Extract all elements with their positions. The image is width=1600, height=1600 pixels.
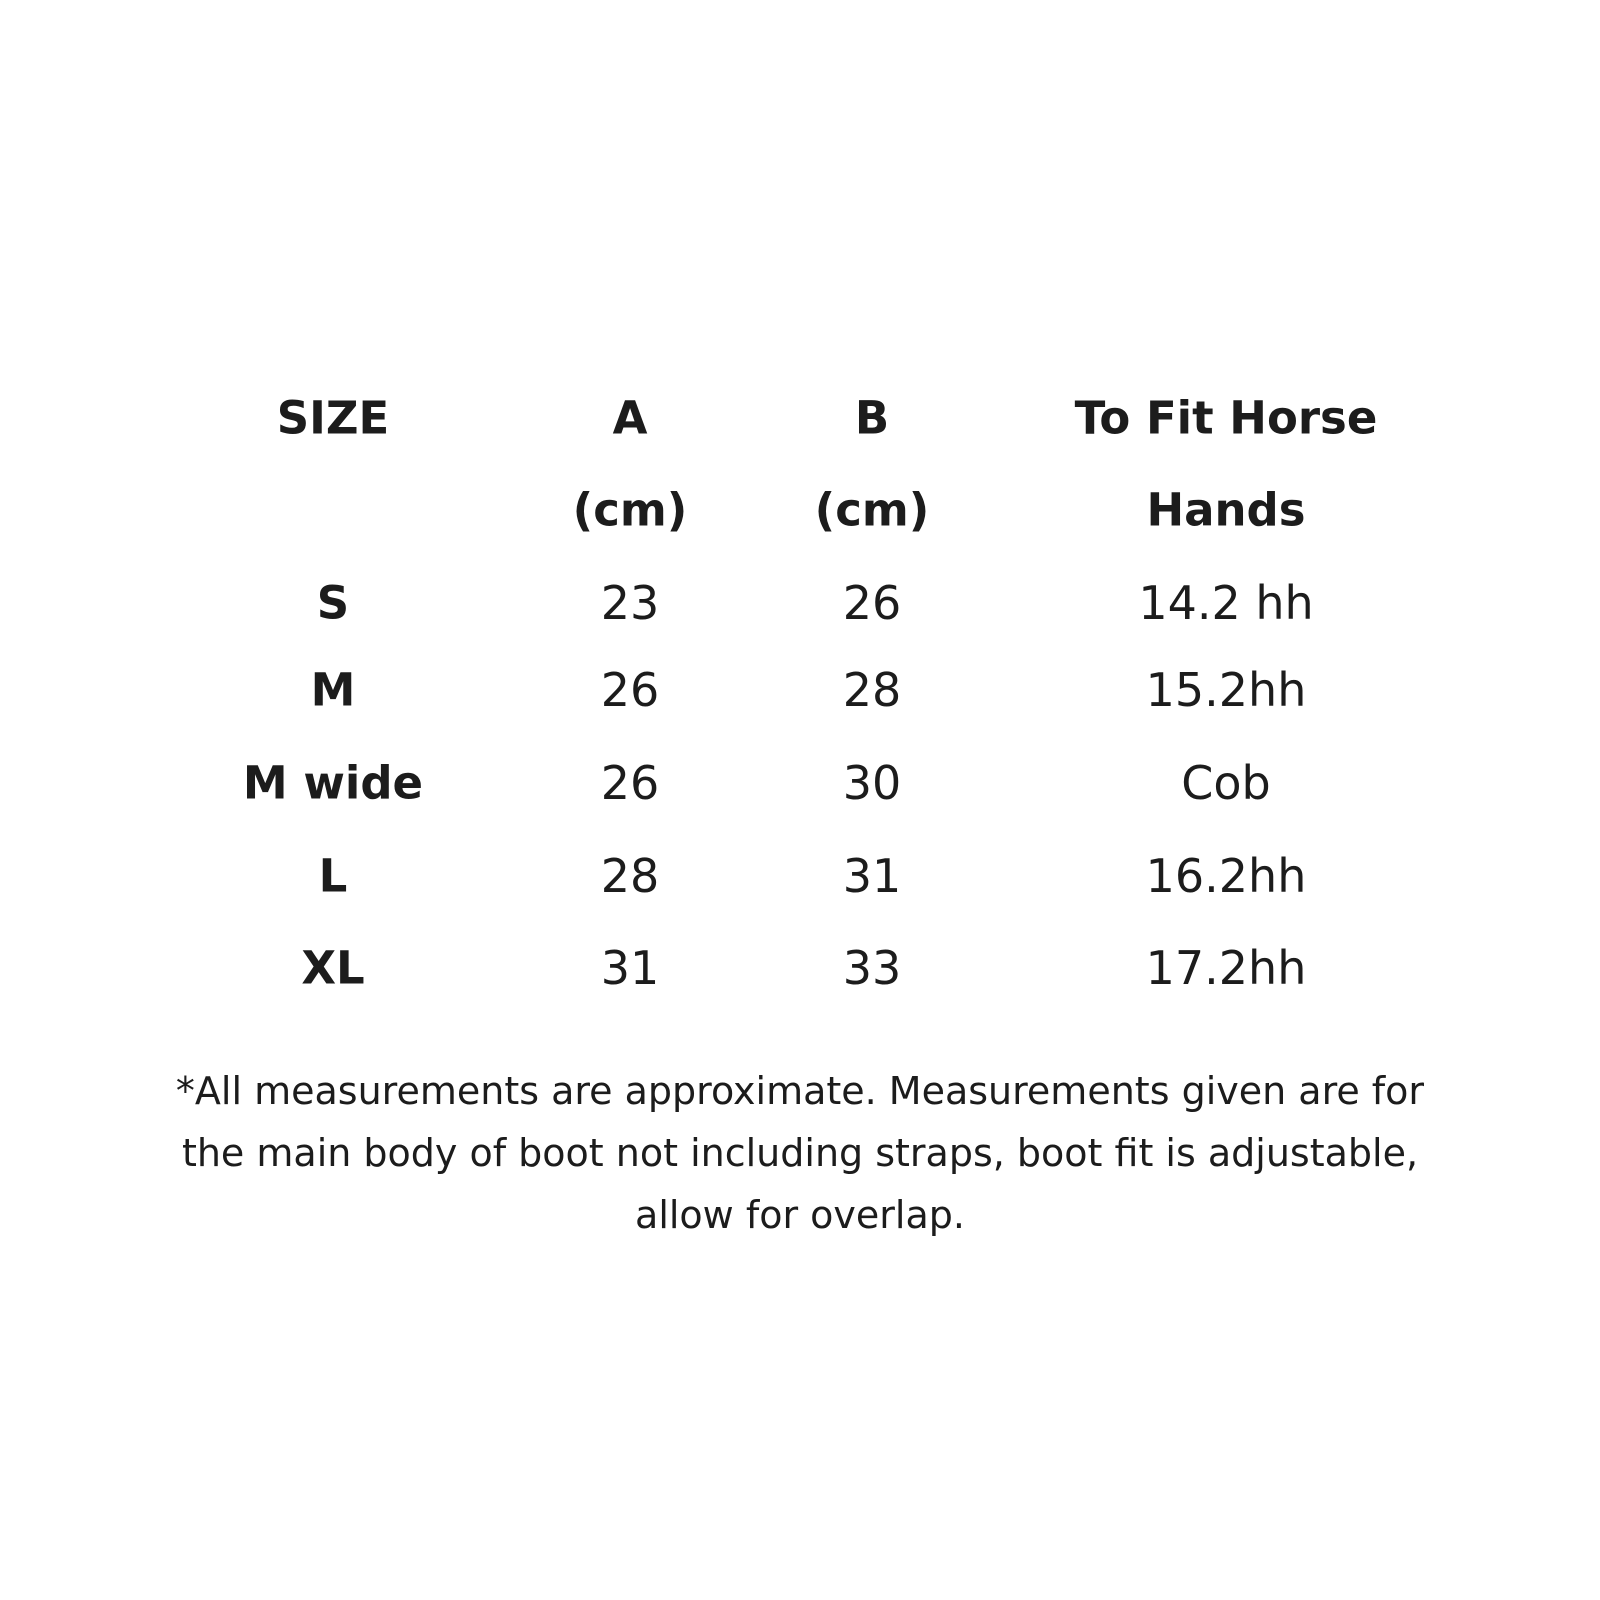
row-size: M wide [242, 756, 424, 810]
row-fit: Cob [1181, 756, 1271, 810]
row-fit: 14.2 hh [1138, 576, 1314, 630]
row-a: 26 [600, 663, 660, 717]
header-b: B [854, 391, 890, 445]
row-a: 28 [600, 849, 660, 903]
header-a-unit: (cm) [572, 483, 688, 537]
header-a: A [612, 391, 648, 445]
header-size: SIZE [276, 391, 390, 445]
row-a: 31 [600, 941, 660, 995]
row-b: 26 [842, 576, 902, 630]
row-b: 30 [842, 756, 902, 810]
measurement-footnote: *All measurements are approximate. Measurements given are for the main body of boot not including straps, boot fit is adjustable, allow for overlap. [175, 1069, 1425, 1237]
row-a: 26 [600, 756, 660, 810]
header-fit-sub: Hands [1146, 483, 1306, 537]
row-size: XL [301, 941, 365, 995]
header-fit: To Fit Horse [1074, 391, 1378, 445]
header-b-unit: (cm) [814, 483, 930, 537]
row-size: L [318, 849, 348, 903]
row-fit: 16.2hh [1145, 849, 1307, 903]
row-size: S [316, 576, 350, 630]
row-b: 31 [842, 849, 902, 903]
row-fit: 15.2hh [1145, 663, 1307, 717]
row-size: M [310, 663, 356, 717]
row-a: 23 [600, 576, 660, 630]
row-fit: 17.2hh [1145, 941, 1307, 995]
row-b: 33 [842, 941, 902, 995]
row-b: 28 [842, 663, 902, 717]
